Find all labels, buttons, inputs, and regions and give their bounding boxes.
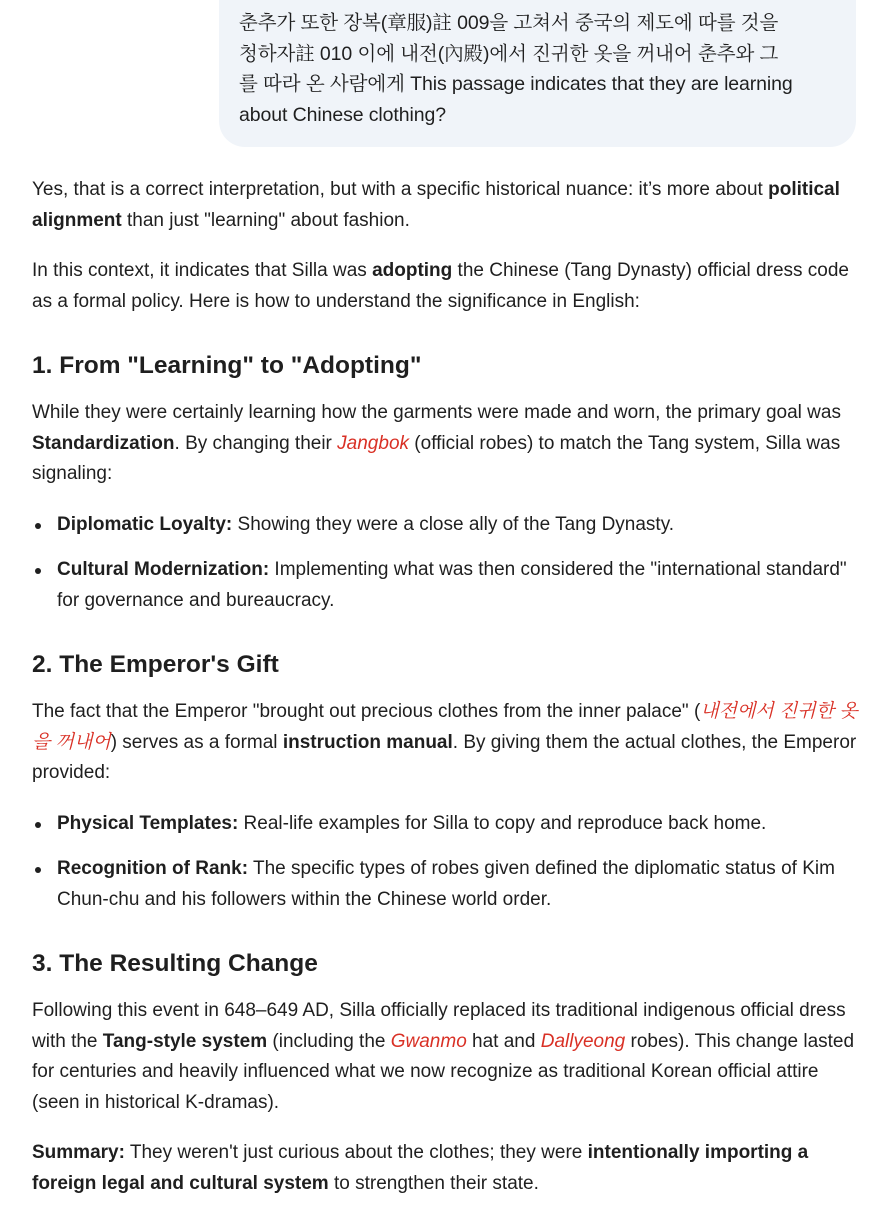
gwanmo-term: Gwanmo	[390, 1030, 467, 1052]
user-message-text: 춘추가 또한 장복(章服)註 009을 고쳐서 중국의 제도에 따를 것을 청하자註 010 이에 내전(內殿)에서 진귀한 옷을 꺼내어 춘추와 그를 따라 온 사람에게 This passage indicates that they are learning about Chinese clothing?	[239, 12, 793, 126]
section-1-list	[32, 510, 862, 617]
section-2-paragraph: The fact that the Emperor "brought out precious clothes from the inner palace" (내전에서 진귀한 옷을 꺼내어) serves as a formal instruction manual. By giving them the actual clothes, the Emperor provided:	[32, 701, 858, 783]
section-3-heading: 3. The Resulting Change	[32, 950, 318, 977]
section-2-list	[32, 809, 862, 916]
summary-paragraph: Summary: They weren't just curious about the clothes; they were intentionally importing a foreign legal and cultural system to strengthen their state.	[32, 1142, 809, 1194]
list-item: Diplomatic Loyalty: Showing they were a close ally of the Tang Dynasty.	[57, 510, 862, 541]
list-item: Physical Templates: Real-life examples for Silla to copy and reproduce back home.	[57, 809, 862, 840]
section-1-paragraph: While they were certainly learning how the garments were made and worn, the primary goal was Standardization. By changing their Jangbok (official robes) to match the Tang system, Silla was signaling:	[32, 402, 841, 484]
intro-paragraph-1: Yes, that is a correct interpretation, but with a specific historical nuance: it’s more about political alignment than just "learning" about fashion.	[32, 179, 840, 231]
list-item: Recognition of Rank: The specific types of robes given defined the diplomatic status of Kim Chun-chu and his followers within the Chinese world order.	[57, 854, 862, 915]
section-3-paragraph: Following this event in 648–649 AD, Silla officially replaced its traditional indigenous official dress with the Tang-style system (including the Gwanmo hat and Dallyeong robes). This change lasted for centuries and heavily influenced what we now recognize as traditional Korean official attire (seen in historical K-dramas).	[32, 1000, 855, 1113]
user-message-bubble	[219, 0, 856, 147]
korean-quote: 내전에서 진귀한 옷을 꺼내어	[32, 701, 858, 753]
section-1-heading: 1. From "Learning" to "Adopting"	[32, 352, 422, 379]
jangbok-term: Jangbok	[337, 432, 410, 454]
assistant-response	[32, 175, 862, 1219]
dallyeong-term: Dallyeong	[540, 1030, 626, 1052]
intro-paragraph-2: In this context, it indicates that Silla was adopting the Chinese (Tang Dynasty) official dress code as a formal policy. Here is how to understand the significance in English:	[32, 260, 850, 312]
section-2-heading: 2. The Emperor's Gift	[32, 651, 279, 678]
list-item: Cultural Modernization: Implementing what was then considered the "international standard" for governance and bureaucracy.	[57, 555, 862, 616]
